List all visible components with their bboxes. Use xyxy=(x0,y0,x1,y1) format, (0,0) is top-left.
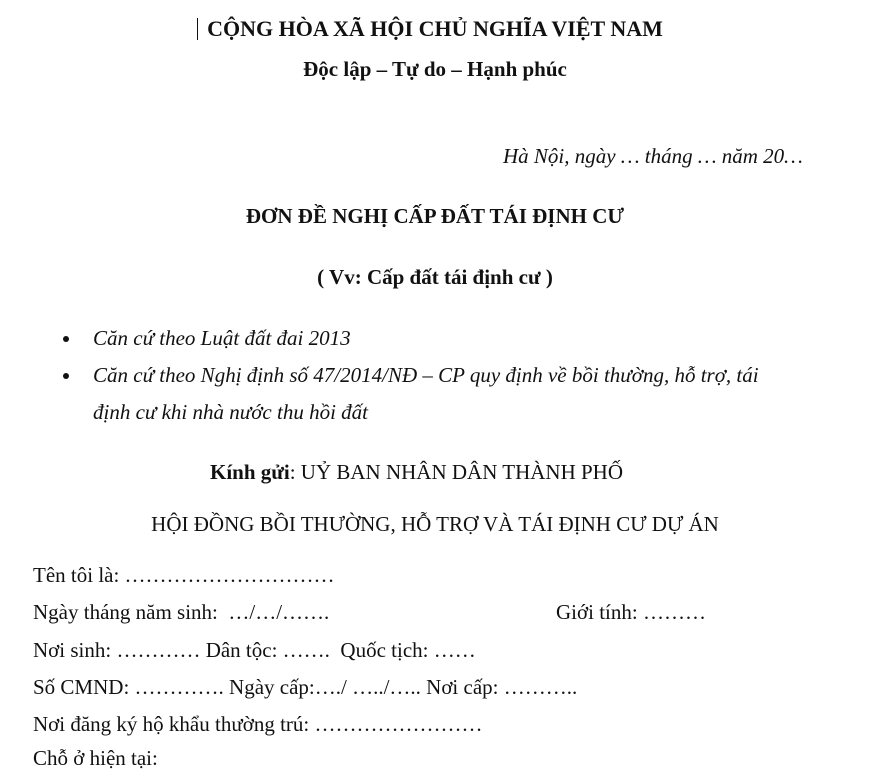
recipient-name: : UỶ BAN NHÂN DÂN THÀNH PHỐ xyxy=(289,460,624,484)
country-name-heading: CỘNG HÒA XÃ HỘI CHỦ NGHĨA VIỆT NAM xyxy=(207,16,663,41)
field-current-address: Chỗ ở hiện tại: xyxy=(33,746,158,770)
legal-basis-item: Căn cứ theo Nghị định số 47/2014/NĐ – CP quy định về bồi thường, hỗ trợ, tái xyxy=(93,363,759,387)
document-title: ĐƠN ĐỀ NGHỊ CẤP ĐẤT TÁI ĐỊNH CƯ xyxy=(245,204,625,228)
legal-basis-item-continuation: định cư khi nhà nước thu hồi đất xyxy=(93,400,368,424)
field-name: Tên tôi là: ………………………… xyxy=(33,563,335,587)
document-subject: ( Vv: Cấp đất tái định cư ) xyxy=(317,265,553,289)
field-birthplace-ethnicity-nationality: Nơi sinh: ………… Dân tộc: ……. Quốc tịch: …… xyxy=(33,638,476,662)
legal-basis-item: Căn cứ theo Luật đất đai 2013 xyxy=(93,326,351,350)
recipient-label: Kính gửi xyxy=(210,460,290,484)
field-date-of-birth: Ngày tháng năm sinh: …/…/……. xyxy=(33,600,330,624)
page-bottom-clip xyxy=(0,743,870,770)
field-gender: Giới tính: ……… xyxy=(556,600,706,624)
list-bullet xyxy=(63,373,69,379)
date-place-line: Hà Nội, ngày … tháng … năm 20… xyxy=(503,144,803,168)
national-motto: Độc lập – Tự do – Hạnh phúc xyxy=(303,57,567,81)
list-bullet xyxy=(63,336,69,342)
field-id-card: Số CMND: …………. Ngày cấp:…./ …../….. Nơi cấp: ……….. xyxy=(33,675,578,699)
field-permanent-residence: Nơi đăng ký hộ khẩu thường trú: …………………… xyxy=(33,712,483,736)
recipient-council: HỘI ĐỒNG BỒI THƯỜNG, HỖ TRỢ VÀ TÁI ĐỊNH CƯ DỰ ÁN xyxy=(151,512,719,536)
recipient-line xyxy=(210,459,623,485)
